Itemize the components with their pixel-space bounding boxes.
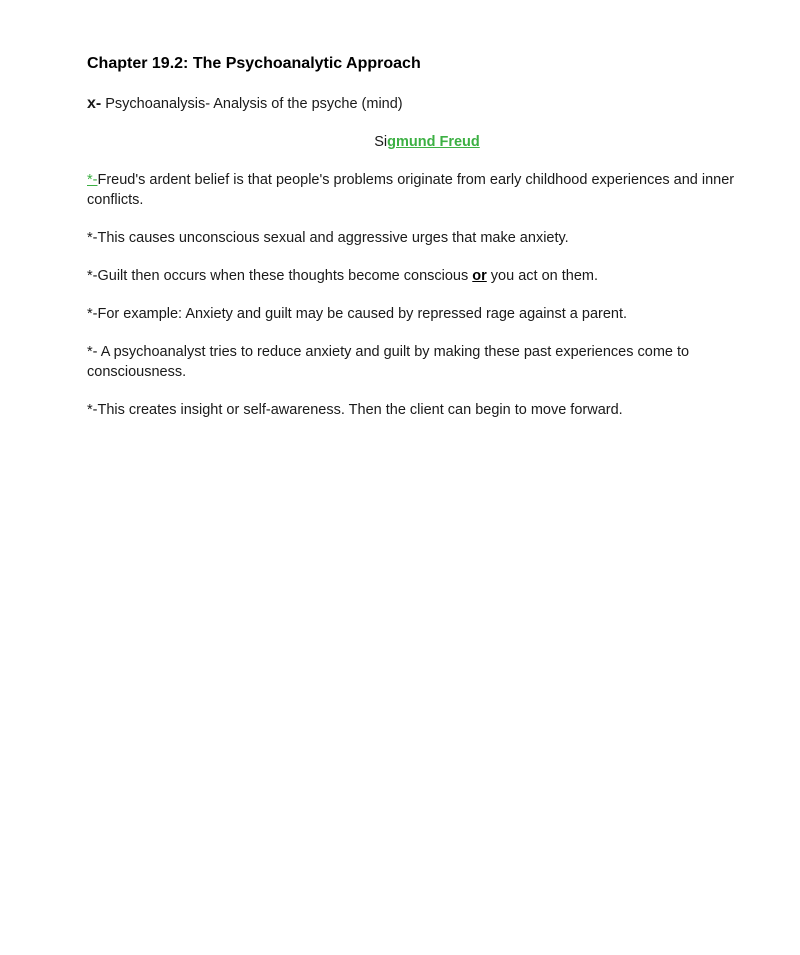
emphasized-or: or [472, 268, 487, 284]
paragraph-guilt [87, 266, 767, 286]
paragraph-text: you act on them. [486, 268, 599, 284]
paragraph-psychoanalyst: *- A psychoanalyst tries to reduce anxiety and guilt by making these past experiences come to consciousness. [87, 344, 690, 380]
green-bullet-link[interactable]: *- [87, 172, 98, 188]
paragraph-insight: *-This creates insight or self-awareness. Then the client can begin to move forward. [87, 402, 623, 418]
paragraph-freud-belief [87, 170, 767, 210]
paragraph-text: Freud's ardent belief is that people's problems originate from early childhood experiences and inner conflicts. [87, 172, 735, 208]
paragraph-example: *-For example: Anxiety and guilt may be caused by repressed rage against a parent. [87, 306, 628, 322]
intro-text: Psychoanalysis- Analysis of the psyche (mind) [101, 96, 403, 112]
freud-prefix: Si [374, 134, 388, 150]
freud-link[interactable]: gmund Freud [387, 134, 480, 150]
document-page [87, 52, 767, 438]
paragraph-text: *-Guilt then occurs when these thoughts become conscious [87, 268, 473, 284]
freud-heading [87, 132, 767, 152]
page-title: Chapter 19.2: The Psychoanalytic Approach [87, 55, 421, 72]
paragraph-unconscious-urges: *-This causes unconscious sexual and aggressive urges that make anxiety. [87, 230, 569, 246]
intro-line [87, 94, 767, 114]
intro-marker: x- [87, 95, 102, 112]
